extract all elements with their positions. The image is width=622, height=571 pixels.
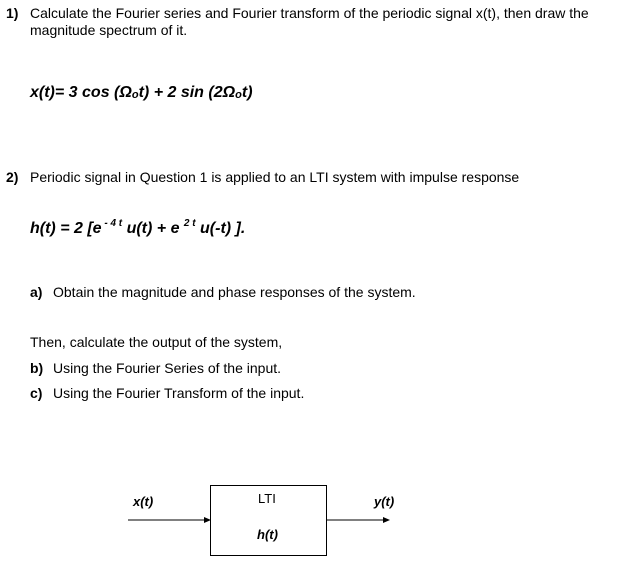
formula-x-mid: t) + 2 sin (2 <box>138 84 223 101</box>
question-2-number: 2) <box>6 169 19 185</box>
question-2-text: Periodic signal in Question 1 is applied to an LTI system with impulse response <box>30 169 520 185</box>
omega-subscript: o <box>131 89 139 101</box>
formula-h-exponent-1: - 4 t <box>101 218 123 229</box>
output-intro-text: Then, calculate the output of the system, <box>30 334 283 350</box>
output-signal-label: y(t) <box>374 494 395 509</box>
omega-symbol: Ω <box>119 84 132 101</box>
question-1-text: Calculate the Fourier series and Fourier transform of the periodic signal x(t), then draw the magnitude spectrum of it. <box>30 5 589 38</box>
part-a-text: Obtain the magnitude and phase responses of the system. <box>53 284 416 300</box>
part-b-label: b) <box>30 360 44 376</box>
formula-h-part2: u(t) + e <box>122 220 184 237</box>
formula-x-end: t) <box>241 84 253 101</box>
formula-h-part1: h(t) = 2 [e <box>30 220 102 237</box>
part-c-label: c) <box>30 385 43 401</box>
part-b-text: Using the Fourier Series of the input. <box>53 360 282 376</box>
formula-h-part3: u(-t) ]. <box>195 220 246 237</box>
input-arrowhead <box>204 517 211 523</box>
impulse-response-label: h(t) <box>257 527 278 542</box>
omega-subscript: o <box>235 89 242 101</box>
omega-symbol: Ω <box>222 84 236 101</box>
question-1-number: 1) <box>6 5 19 21</box>
lti-box-title: LTI <box>258 491 276 506</box>
part-a-label: a) <box>30 284 43 300</box>
formula-x-lhs: x(t)= 3 cos ( <box>30 84 120 101</box>
output-arrowhead <box>383 517 390 523</box>
input-signal-label: x(t) <box>133 494 154 509</box>
formula-h-exponent-2: 2 t <box>183 218 196 229</box>
part-c-text: Using the Fourier Transform of the input. <box>53 385 305 401</box>
